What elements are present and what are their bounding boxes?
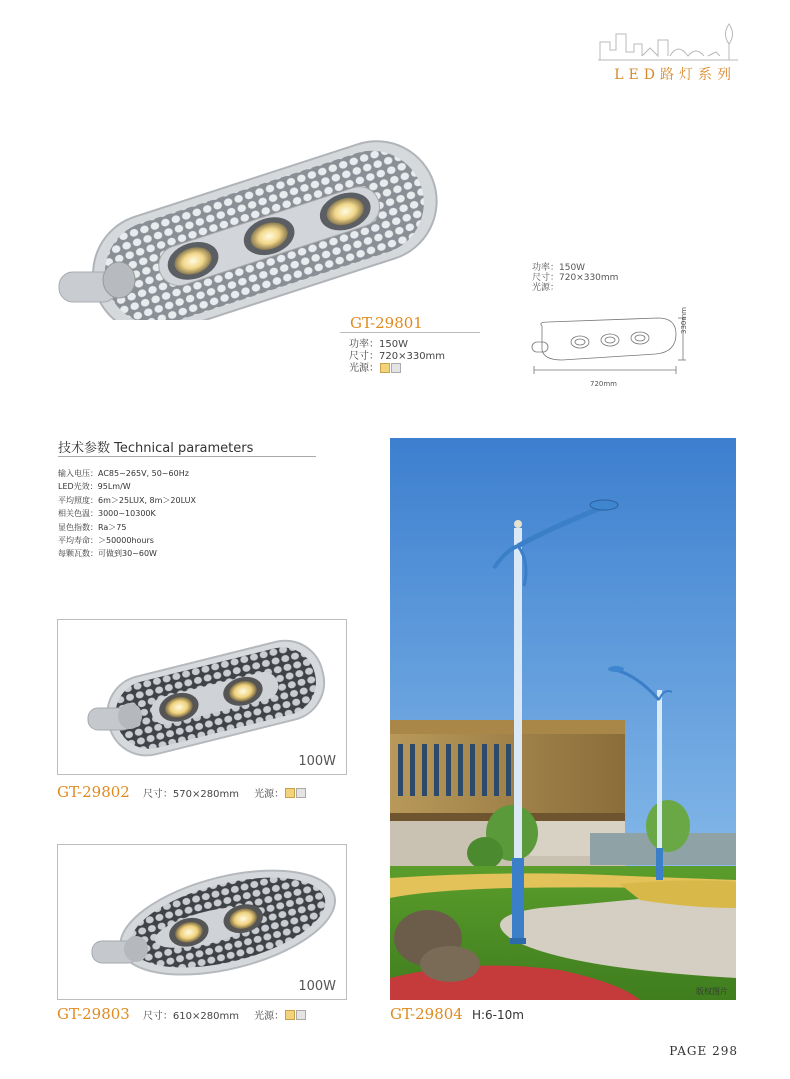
photo-copyright: 版权图片 [696,987,728,996]
gt29802-wattage: 100W [298,754,336,769]
gt29802-model: GT-29802 [57,783,130,801]
white-light-swatch-icon [296,788,306,798]
warm-light-swatch-icon [380,363,390,373]
tech-title-en: Technical parameters [114,441,254,456]
white-light-swatch-icon [391,363,401,373]
gt29803-light-source-label: 光源： [254,1011,285,1022]
gt29804-model: GT-29804 [390,1005,463,1023]
street-lamp-scene [390,438,736,1000]
tech-param: 显色指数：Ra＞75 [58,522,127,532]
gt29803-size: 尺寸：610×280mm [142,1011,239,1022]
gt29801-light-source-label: 光源： [349,363,379,374]
gt29802-light-source-label: 光源： [254,789,285,800]
gt29802-caption [57,782,306,801]
gt29801-power: 功率：150W [349,339,408,350]
gt29804-caption [390,1004,524,1023]
tech-param: 相关色温：3000~10300K [58,509,156,519]
tech-param-list [58,467,196,561]
drawing-height-dim: 330mm [680,307,688,334]
gt29803-product-image [58,845,346,999]
gt29801-light-source [349,363,445,375]
tech-param: 平均照度：6m＞25LUX, 8m＞20LUX [58,495,196,505]
tech-param: 平均寿命：＞50000hours [58,536,154,546]
gt29803-image-box [57,844,347,1000]
page-number: PAGE 298 [669,1044,738,1058]
gt29802-product-image [58,620,346,774]
warm-light-swatch-icon [285,788,295,798]
gt29801-divider [340,332,480,333]
gt29803-caption [57,1004,306,1023]
gt29801-product-image [55,130,445,320]
series-title: LED路灯系列 [614,67,736,83]
tech-title-cn: 技术参数 [58,441,111,456]
drawing-size: 尺寸：720×330mm [532,273,619,283]
drawing-light-source: 光源： [532,283,560,293]
tech-param: LED光效：95Lm/W [58,482,131,492]
tech-divider [58,456,316,457]
white-light-swatch-icon [296,1010,306,1020]
gt29801-size: 尺寸：720×330mm [349,351,446,362]
gt29803-wattage: 100W [298,979,336,994]
warm-light-swatch-icon [285,1010,295,1020]
tech-param: 输入电压：AC85~265V, 50~60Hz [58,469,189,478]
gt29804-photo [390,438,736,1000]
tech-title [58,437,253,456]
gt29803-model: GT-29803 [57,1005,130,1023]
city-skyline-icon [598,22,742,62]
drawing-power: 功率：150W [532,263,586,273]
gt29802-size: 尺寸：570×280mm [142,789,239,800]
drawing-width-dim: 720mm [590,380,617,388]
gt29804-height: H:6-10m [471,1008,524,1022]
gt29801-model: GT-29801 [350,314,423,332]
tech-param: 每颗瓦数：可做到30~60W [58,549,157,559]
gt29802-image-box [57,619,347,775]
gt29801-outline-drawing [528,312,698,376]
